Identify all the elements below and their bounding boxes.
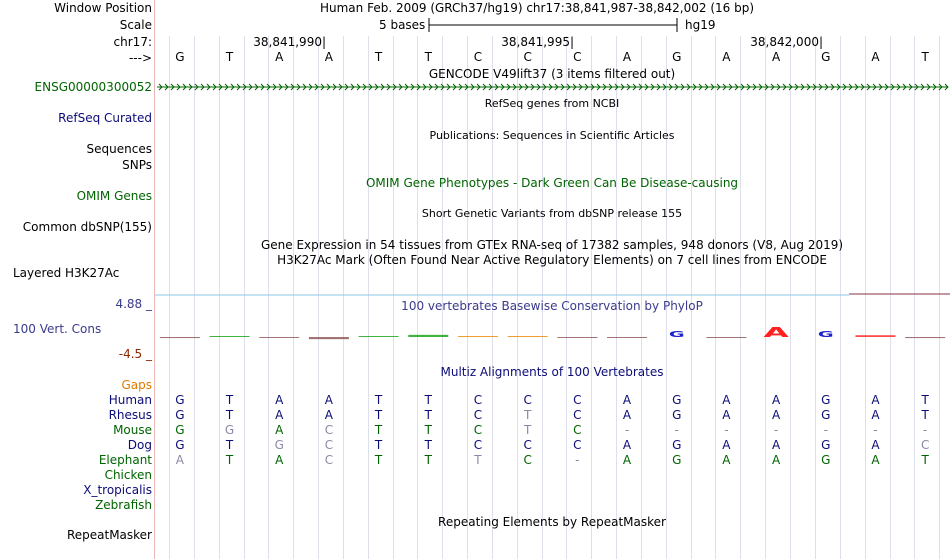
alignment-base: G <box>672 438 682 452</box>
species-label[interactable]: Mouse <box>113 423 152 437</box>
species-label[interactable]: Chicken <box>104 468 152 482</box>
alignment-base: T <box>225 408 234 422</box>
species-label[interactable]: X_tropicalis <box>83 483 152 497</box>
conservation-track-title: 100 vertebrates Basewise Conservation by PhyloP <box>401 299 703 313</box>
alignment-base: A <box>722 453 731 467</box>
conservation-glyph: G <box>817 329 834 340</box>
h3k27ac-label[interactable]: Layered H3K27Ac <box>13 266 120 280</box>
alignment-base: G <box>672 393 682 407</box>
alignment-base: G <box>821 453 831 467</box>
alignment-base: A <box>175 453 184 467</box>
sequence-base: A <box>771 50 781 64</box>
alignment-base: T <box>374 393 383 407</box>
alignment-base: - <box>674 423 679 437</box>
sequences-label[interactable]: Sequences <box>86 142 152 156</box>
alignment-base: A <box>871 438 880 452</box>
conservation-mark <box>408 335 448 337</box>
alignment-base: - <box>624 423 630 437</box>
chrom-label: chr17: <box>113 35 152 49</box>
sequence-base: C <box>573 50 582 64</box>
conservation-mark <box>557 337 597 338</box>
alignment-base: C <box>523 438 532 452</box>
sequence-base: C <box>473 50 483 64</box>
alignment-base: - <box>724 423 729 437</box>
h3k27ac-track-title: H3K27Ac Mark (Often Found Near Active Regulatory Elements) on 7 cell lines from ENCODE <box>277 253 827 267</box>
alignment-base: C <box>324 423 334 437</box>
alignment-base: - <box>773 423 779 437</box>
alignment-base: C <box>920 438 930 452</box>
multiz-track-title: Multiz Alignments of 100 Vertebrates <box>440 365 664 379</box>
alignment-base: T <box>424 393 432 407</box>
species-label[interactable]: Rhesus <box>108 408 152 422</box>
alignment-base: G <box>224 423 235 437</box>
sequence-base: T <box>225 50 234 64</box>
alignment-base: G <box>821 408 831 422</box>
alignment-base: T <box>374 438 383 452</box>
snps-label[interactable]: SNPs <box>122 158 152 172</box>
alignment-base: - <box>922 423 928 437</box>
conservation-mark <box>309 337 349 339</box>
conservation-mark <box>160 337 200 338</box>
repeatmasker-track-title: Repeating Elements by RepeatMasker <box>438 515 666 529</box>
alignment-base: C <box>573 423 582 437</box>
alignment-base: T <box>523 408 532 422</box>
alignment-base: G <box>821 393 831 407</box>
sequence-base: G <box>175 50 185 64</box>
alignment-base: A <box>871 453 880 467</box>
alignment-base: T <box>424 438 432 452</box>
alignment-base: T <box>374 423 383 437</box>
sequence-base: A <box>871 50 880 64</box>
alignment-base: A <box>622 408 632 422</box>
sequence-base: G <box>821 50 831 64</box>
alignment-base: G <box>175 423 185 437</box>
gencode-track-title: GENCODE V49lift37 (3 items filtered out) <box>428 67 676 81</box>
alignment-base: T <box>424 453 432 467</box>
alignment-base: A <box>722 438 731 452</box>
alignment-base: T <box>374 453 383 467</box>
alignment-base: C <box>523 393 532 407</box>
alignment-base: C <box>523 453 532 467</box>
alignment-base: C <box>473 423 483 437</box>
alignment-base: T <box>225 438 234 452</box>
ruler-tick-label: 38,841,990| <box>253 35 326 49</box>
gaps-label[interactable]: Gaps <box>121 378 152 392</box>
sequence-base: T <box>374 50 383 64</box>
alignment-base: A <box>722 408 731 422</box>
alignment-base: A <box>324 393 334 407</box>
sequence-base: C <box>523 50 532 64</box>
conservation-mark <box>259 337 299 338</box>
alignment-base: G <box>175 438 185 452</box>
alignment-base: C <box>324 438 334 452</box>
dbsnp-track-title: Short Genetic Variants from dbSNP release 155 <box>421 207 683 220</box>
ruler-tick-label: 38,842,000| <box>750 35 823 49</box>
omim-label[interactable]: OMIM Genes <box>76 189 152 203</box>
alignment-base: A <box>622 393 632 407</box>
cons-track-label[interactable]: 100 Vert. Cons <box>13 322 102 336</box>
conservation-mark <box>607 337 647 338</box>
alignment-base: - <box>873 423 878 437</box>
alignment-base: A <box>771 408 781 422</box>
alignment-base: C <box>573 438 582 452</box>
alignment-base: A <box>622 438 632 452</box>
alignment-base: C <box>324 453 334 467</box>
alignment-base: T <box>921 393 929 407</box>
gencode-gene-label[interactable]: ENSG00000300052 <box>34 80 152 94</box>
alignment-base: T <box>921 453 929 467</box>
alignment-base: T <box>523 423 532 437</box>
conservation-mark <box>905 337 945 338</box>
cons-min-label: -4.5 _ <box>118 347 152 361</box>
alignment-base: A <box>622 453 632 467</box>
conservation-mark <box>508 336 548 337</box>
alignment-base: A <box>722 393 731 407</box>
alignment-base: T <box>424 408 432 422</box>
alignment-base: A <box>771 438 781 452</box>
alignment-base: T <box>225 453 234 467</box>
alignment-base: G <box>672 453 682 467</box>
alignment-base: C <box>473 393 483 407</box>
alignment-base: C <box>573 393 582 407</box>
alignment-base: A <box>275 408 284 422</box>
alignment-base: G <box>821 438 831 452</box>
refseq-track-title: RefSeq genes from NCBI <box>484 97 620 110</box>
alignment-base: C <box>573 408 582 422</box>
assembly-position-text: Human Feb. 2009 (GRCh37/hg19) chr17:38,841,987-38,842,002 (16 bp) <box>319 1 755 15</box>
alignment-base: G <box>175 393 185 407</box>
alignment-base: - <box>575 453 580 467</box>
sequence-base: A <box>324 50 334 64</box>
scale-db-label: hg19 <box>685 18 716 32</box>
sequence-base: A <box>622 50 632 64</box>
sequence-base: T <box>424 50 432 64</box>
conservation-mark <box>359 336 399 337</box>
alignment-base: C <box>473 438 483 452</box>
strand-arrow-label[interactable]: ---> <box>128 51 152 65</box>
window-position-label: Window Position <box>54 1 152 15</box>
conservation-mark <box>855 335 895 337</box>
alignment-base: G <box>672 408 682 422</box>
alignment-base: A <box>275 423 284 437</box>
dbsnp-label[interactable]: Common dbSNP(155) <box>22 220 152 234</box>
alignment-base: A <box>275 393 284 407</box>
alignment-base: T <box>225 393 234 407</box>
alignment-base: A <box>771 393 781 407</box>
alignment-base: C <box>473 408 483 422</box>
conservation-mark <box>210 336 250 337</box>
alignment-base: A <box>871 408 880 422</box>
alignment-base: A <box>771 453 781 467</box>
sequence-base: G <box>672 50 682 64</box>
alignment-base: T <box>374 408 383 422</box>
alignment-base: A <box>275 453 284 467</box>
conservation-glyph: A <box>763 324 789 341</box>
alignment-base: A <box>324 408 334 422</box>
conservation-logo <box>155 315 950 350</box>
species-label[interactable]: Dog <box>127 438 152 452</box>
species-label[interactable]: Elephant <box>98 453 152 467</box>
scale-bar <box>427 17 679 33</box>
gencode-gene-feature[interactable] <box>155 82 950 92</box>
alignment-base: T <box>921 408 929 422</box>
alignment-base: G <box>274 438 284 452</box>
alignment-base: A <box>871 393 880 407</box>
sequence-base: A <box>722 50 731 64</box>
sequence-base: A <box>275 50 284 64</box>
cons-max-label: 4.88 _ <box>115 297 152 311</box>
alignment-base: G <box>175 408 185 422</box>
publications-track-title: Publications: Sequences in Scientific Articles <box>429 129 675 142</box>
conservation-mark <box>458 336 498 337</box>
repeatmasker-label[interactable]: RepeatMasker <box>66 528 152 542</box>
alignment-base: T <box>474 453 482 467</box>
track-labels-column <box>0 0 154 559</box>
refseq-label[interactable]: RefSeq Curated <box>58 111 152 125</box>
omim-track-title: OMIM Gene Phenotypes - Dark Green Can Be Disease-causing <box>365 176 739 190</box>
alignment-base: T <box>424 423 432 437</box>
species-label[interactable]: Zebrafish <box>95 498 152 512</box>
gtex-track-title: Gene Expression in 54 tissues from GTEx RNA-seq of 17382 samples, 948 donors (V8, Aug 2019) <box>260 238 844 252</box>
conservation-glyph: G <box>668 329 685 340</box>
species-label[interactable]: Human <box>108 393 152 407</box>
ruler-tick-label: 38,841,995| <box>501 35 574 49</box>
track-display[interactable] <box>155 0 950 559</box>
h3k27ac-signal <box>155 293 950 297</box>
alignment-base: - <box>823 423 828 437</box>
scale-bar-label: 5 bases <box>379 18 426 32</box>
sequence-base: T <box>921 50 929 64</box>
conservation-mark <box>706 337 746 338</box>
scale-label: Scale <box>119 18 152 32</box>
